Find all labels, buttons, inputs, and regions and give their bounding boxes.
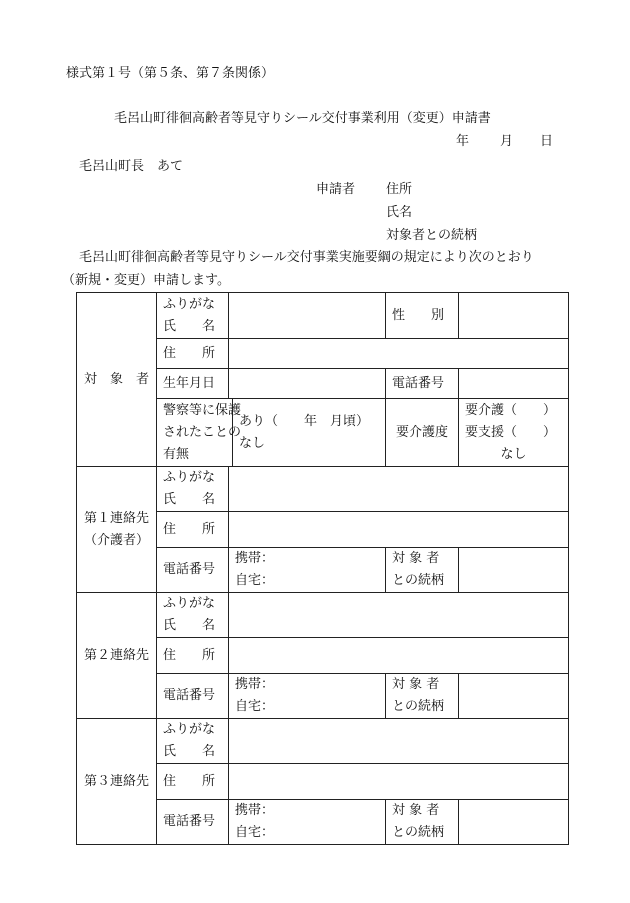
contact1-name-row [77,467,569,512]
furigana-label: ふりがな [163,470,216,485]
furigana-label: ふりがな [163,722,216,737]
contact2-label: 第２連絡先 [83,647,149,663]
home-phone-label: 自宅： [235,699,275,714]
name-label: 氏 名 [163,618,216,633]
contact2-relation-field[interactable] [459,674,569,719]
care-level-options[interactable] [459,399,569,467]
contact2-name-field[interactable] [229,593,569,638]
birth-date-field[interactable] [229,369,386,399]
phone-label: 電話番号 [157,674,229,719]
address-label: 住 所 [157,638,229,674]
contact1-section-label [77,467,157,593]
police-protection-label [157,399,242,467]
applicant-label: 申請者 [316,182,356,197]
care-option-kaigo[interactable]: 要介護（ ） [465,402,557,418]
subject-name-label-cell [157,293,229,339]
relation-label-line1: 対 象 者 [392,803,440,818]
police-option-ari[interactable]: あり（ 年 月頃） [239,413,370,429]
applicant-address-label: 住所 [386,182,413,197]
date-month: 月 [500,134,514,149]
relation-label-line2: との続柄 [392,825,445,840]
contact3-phone-field[interactable] [229,800,386,845]
relation-label [386,800,459,845]
form-number: 様式第１号（第５条、第７条関係） [66,66,275,81]
contact1-phone-field[interactable] [229,548,386,593]
contact3-label: 第３連絡先 [83,773,149,789]
contact3-section-label [77,719,157,845]
police-label-line1: 警察等に保護 [163,402,242,418]
mobile-label: 携帯： [235,677,275,692]
phone-label: 電話番号 [157,548,229,593]
home-phone-label: 自宅： [235,573,275,588]
subject-address-field[interactable] [229,339,569,369]
subject-name-row [77,293,569,339]
date-year: 年 [456,134,470,149]
relation-label [386,674,459,719]
applicant-name-label: 氏名 [386,205,413,220]
relation-label-line1: 対 象 者 [392,677,440,692]
relation-label-line1: 対 象 者 [392,551,440,566]
contact1-name-field[interactable] [229,467,569,512]
phone-label: 電話番号 [386,369,459,399]
police-label-line3: 有無 [163,446,190,462]
contact2-name-row [77,593,569,638]
furigana-label: ふりがな [163,296,216,312]
intro-text-line2: （新規・変更）申請します。 [62,273,230,288]
contact1-sublabel: （介護者） [83,532,149,548]
subject-phone-field[interactable] [459,369,569,399]
relation-label-line2: との続柄 [392,699,445,714]
application-form-table [76,292,569,845]
address-label: 住 所 [157,512,229,548]
address-label: 住 所 [157,339,229,369]
contact1-address-field[interactable] [229,512,569,548]
document-title: 毛呂山町徘徊高齢者等見守りシール交付事業利用（変更）申請書 [114,111,491,126]
police-option-nashi[interactable]: なし [239,435,266,451]
subject-section-label: 対 象 者 [77,293,157,467]
name-label: 氏 名 [163,318,216,334]
contact3-name-label-cell [157,719,229,764]
relation-label-line2: との続柄 [392,573,445,588]
contact3-name-row [77,719,569,764]
contact2-address-field[interactable] [229,638,569,674]
care-option-nashi[interactable]: なし [500,446,527,462]
contact2-name-label-cell [157,593,229,638]
furigana-label: ふりがな [163,596,216,611]
gender-label: 性 別 [386,293,459,339]
applicant-relation-label: 対象者との続柄 [386,228,478,243]
birth-date-label: 生年月日 [157,369,229,399]
name-label: 氏 名 [163,744,216,759]
contact3-relation-field[interactable] [459,800,569,845]
contact1-label: 第１連絡先 [83,510,149,526]
contact2-section-label [77,593,157,719]
contact1-relation-field[interactable] [459,548,569,593]
contact1-name-label-cell [157,467,229,512]
intro-text-line1: 毛呂山町徘徊高齢者等見守りシール交付事業実施要綱の規定により次のとおり [79,250,534,265]
address-label: 住 所 [157,764,229,800]
mobile-label: 携帯： [235,551,275,566]
contact3-address-field[interactable] [229,764,569,800]
relation-label [386,548,459,593]
contact3-name-field[interactable] [229,719,569,764]
care-level-label: 要介護度 [386,399,459,467]
home-phone-label: 自宅： [235,825,275,840]
subject-name-field[interactable] [229,293,386,339]
mobile-label: 携帯： [235,803,275,818]
care-option-shien[interactable]: 要支援（ ） [465,424,557,440]
police-label-line2: されたことの [163,424,242,440]
name-label: 氏 名 [163,492,216,507]
phone-label: 電話番号 [157,800,229,845]
contact2-phone-field[interactable] [229,674,386,719]
police-protection-options[interactable] [233,399,386,467]
addressee: 毛呂山町長 あて [79,159,184,174]
gender-field[interactable] [459,293,569,339]
date-day: 日 [540,134,554,149]
